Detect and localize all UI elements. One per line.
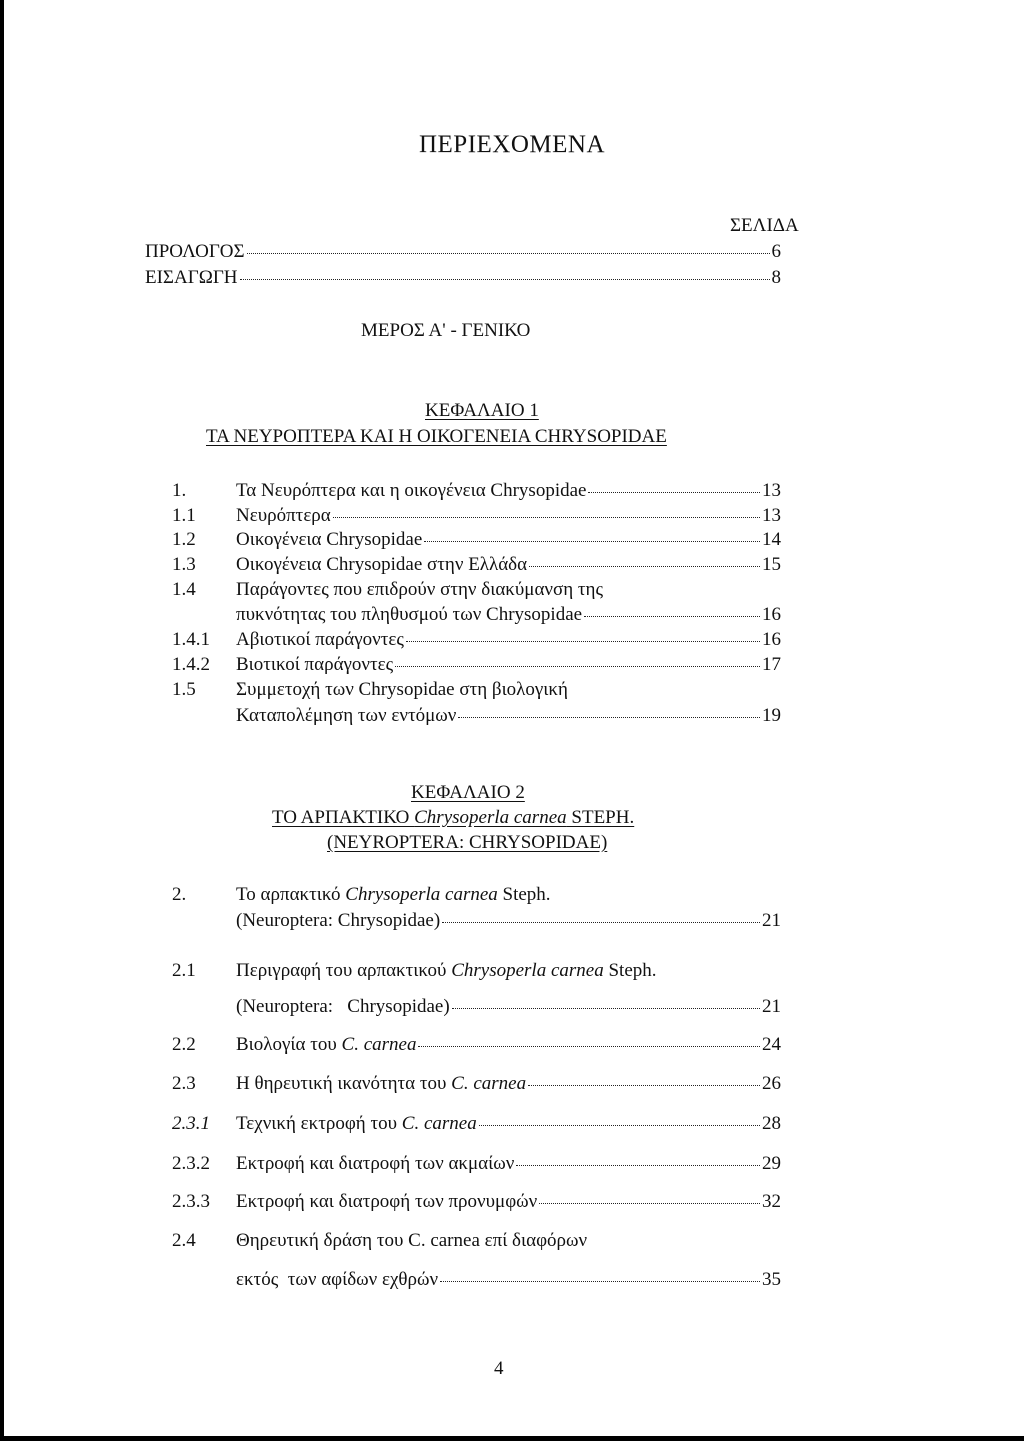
toc-entry-page: 29: [762, 1153, 781, 1174]
toc-entry: [236, 530, 781, 549]
dot-leader: [528, 1085, 760, 1086]
toc-entry-title-text: Περιγραφή του αρπακτικού: [236, 960, 452, 981]
toc-entry-page: 26: [762, 1073, 781, 1094]
toc-entry-introduction: [145, 268, 781, 287]
toc-entry-number: 1.4.1: [172, 629, 210, 650]
toc-entry-title: Εκτροφή και διατροφή των προνυμφών: [236, 1191, 538, 1212]
dot-leader: [333, 517, 760, 518]
toc-entry-number: 2.: [172, 884, 187, 905]
chapter2-title-suffix: STEPH.: [566, 807, 635, 828]
toc-entry-number: 2.3: [172, 1073, 196, 1094]
dot-leader: [395, 666, 760, 667]
toc-entry-page: 13: [762, 480, 781, 501]
chapter2-title-text: ΤΟ ΑΡΠΑΚΤΙΚΟ: [272, 807, 415, 828]
toc-entry-page: 15: [762, 554, 781, 575]
toc-entry-number: 2.4: [172, 1230, 196, 1251]
toc-entry-number: 1.2: [172, 529, 196, 550]
species-name: C. carnea: [401, 1113, 477, 1134]
dot-leader: [452, 1008, 760, 1009]
toc-entry: [236, 555, 781, 574]
part-heading: ΜΕΡΟΣ Α' - ΓΕΝΙΚΟ: [361, 320, 531, 341]
toc-entry-title: Η θηρευτική ικανότητα του: [236, 1073, 452, 1094]
species-name: Chrysoperla carnea: [451, 960, 604, 981]
toc-entry-title: Τεχνική εκτροφή του: [236, 1113, 402, 1134]
toc-entry-title: ΕΙΣΑΓΩΓΗ: [145, 267, 238, 288]
toc-entry-title-suffix: Steph.: [603, 960, 657, 981]
chapter2-title: [272, 808, 634, 827]
dot-leader: [440, 1281, 760, 1282]
toc-entry: [236, 655, 781, 674]
dot-leader: [247, 253, 770, 254]
toc-entry-number: 2.2: [172, 1034, 196, 1055]
toc-entry-page: 21: [762, 996, 781, 1017]
toc-entry: [236, 1074, 781, 1093]
toc-entry-title: Εκτροφή και διατροφή των ακμαίων: [236, 1153, 515, 1174]
toc-entry-number: 1.: [172, 480, 187, 501]
toc-entry-number: 2.1: [172, 960, 196, 981]
dot-leader: [442, 922, 760, 923]
toc-entry-page: 8: [771, 267, 781, 288]
chapter2-title-species: Chrysoperla carnea: [414, 807, 567, 828]
toc-entry-title: Βιοτικοί παράγοντες: [236, 654, 394, 675]
toc-entry-number: 1.1: [172, 505, 196, 526]
toc-entry-title-line1: [236, 961, 657, 980]
toc-entry: [236, 1154, 781, 1173]
species-name: C. carnea: [341, 1034, 417, 1055]
chapter1-label-text: ΚΕΦΑΛΑΙΟ 1: [425, 400, 539, 421]
toc-entry-page: 13: [762, 505, 781, 526]
toc-entry-title: Βιολογία του: [236, 1034, 342, 1055]
chapter2-label-text: ΚΕΦΑΛΑΙΟ 2: [411, 782, 525, 803]
toc-entry-title: ΠΡΟΛΟΓΟΣ: [145, 241, 245, 262]
dot-leader: [529, 566, 760, 567]
dot-leader: [584, 616, 760, 617]
toc-entry-page: 14: [762, 529, 781, 550]
toc-entry: [236, 997, 781, 1016]
toc-entry-number: 1.4.2: [172, 654, 210, 675]
toc-entry-title-line1: [236, 885, 551, 904]
toc-entry-title: πυκνότητας του πληθυσμού των Chrysopidae: [236, 604, 583, 625]
species-name: C. carnea: [451, 1073, 527, 1094]
dot-leader: [424, 541, 760, 542]
dot-leader: [406, 641, 760, 642]
toc-entry-title: Τα Νευρόπτερα και η οικογένεια Chrysopidae: [236, 480, 587, 501]
page-column-label: ΣΕΛΙΔΑ: [730, 215, 799, 236]
toc-entry-number: 2.3.1: [172, 1113, 210, 1134]
dot-leader: [516, 1165, 760, 1166]
toc-entry-page: 35: [762, 1269, 781, 1290]
toc-entry: [236, 1192, 781, 1211]
dot-leader: [479, 1125, 760, 1126]
toc-entry-page: 16: [762, 629, 781, 650]
toc-entry-prologue: [145, 242, 781, 261]
page-number: 4: [494, 1358, 504, 1379]
toc-entry: [236, 1114, 781, 1133]
dot-leader: [458, 717, 760, 718]
toc-entry-page: 6: [771, 241, 781, 262]
toc-entry-page: 32: [762, 1191, 781, 1212]
toc-entry-title: Αβιοτικοί παράγοντες: [236, 629, 404, 650]
toc-entry-title-line1: Συμμετοχή των Chrysopidae στη βιολογική: [236, 679, 568, 700]
toc-entry-title-suffix: Steph.: [497, 884, 551, 905]
chapter1-label: [425, 401, 539, 420]
toc-entry-page: 21: [762, 910, 781, 931]
toc-entry-title: (Neuroptera: Chrysopidae): [236, 910, 441, 931]
toc-entry: [236, 1270, 781, 1289]
toc-entry-title-line1: Παράγοντες που επιδρούν στην διακύμανση της: [236, 579, 604, 600]
toc-entry-title: (Neuroptera: Chrysopidae): [236, 996, 450, 1017]
toc-entry-page: 19: [762, 705, 781, 726]
chapter2-title-line2-text: (NEYROPTERA: CHRYSOPIDAE): [327, 832, 608, 853]
toc-entry-title-text: Το αρπακτικό: [236, 884, 346, 905]
toc-entry-page: 24: [762, 1034, 781, 1055]
toc-entry-title: εκτός των αφίδων εχθρών: [236, 1269, 439, 1290]
toc-entry-number: 1.4: [172, 579, 196, 600]
toc-entry: [236, 605, 781, 624]
toc-entry-page: 16: [762, 604, 781, 625]
toc-entry: [236, 1035, 781, 1054]
toc-entry-number: 2.3.2: [172, 1153, 210, 1174]
toc-entry: [236, 911, 781, 930]
chapter1-title-text: ΤΑ ΝΕΥΡΟΠΤΕΡΑ ΚΑΙ Η ΟΙΚΟΓΕΝΕΙΑ CHRYSOPIDAE: [206, 426, 667, 447]
toc-entry-page: 28: [762, 1113, 781, 1134]
toc-entry-title: Οικογένεια Chrysopidae: [236, 529, 423, 550]
toc-entry-title: Καταπολέμηση των εντόμων: [236, 705, 457, 726]
dot-leader: [240, 279, 770, 280]
toc-entry-number: 1.5: [172, 679, 196, 700]
dot-leader: [539, 1203, 760, 1204]
toc-entry: [236, 506, 781, 525]
toc-entry: [236, 706, 781, 725]
toc-entry-page: 17: [762, 654, 781, 675]
toc-entry-number: 1.3: [172, 554, 196, 575]
toc-entry-number: 2.3.3: [172, 1191, 210, 1212]
chapter1-title: [206, 427, 667, 446]
chapter2-title-line2: [327, 833, 607, 852]
toc-entry-title: Νευρόπτερα: [236, 505, 331, 526]
toc-entry-title: Οικογένεια Chrysopidae στην Ελλάδα: [236, 554, 528, 575]
dot-leader: [418, 1046, 760, 1047]
chapter2-label: [411, 783, 525, 802]
dot-leader: [588, 492, 760, 493]
toc-entry: [236, 481, 781, 500]
toc-entry: [236, 630, 781, 649]
page-title: ΠΕΡΙΕΧΟΜΕΝΑ: [418, 131, 606, 158]
species-name: Chrysoperla carnea: [345, 884, 498, 905]
toc-entry-title-line1: Θηρευτική δράση του C. carnea επί διαφόρων: [236, 1230, 588, 1251]
